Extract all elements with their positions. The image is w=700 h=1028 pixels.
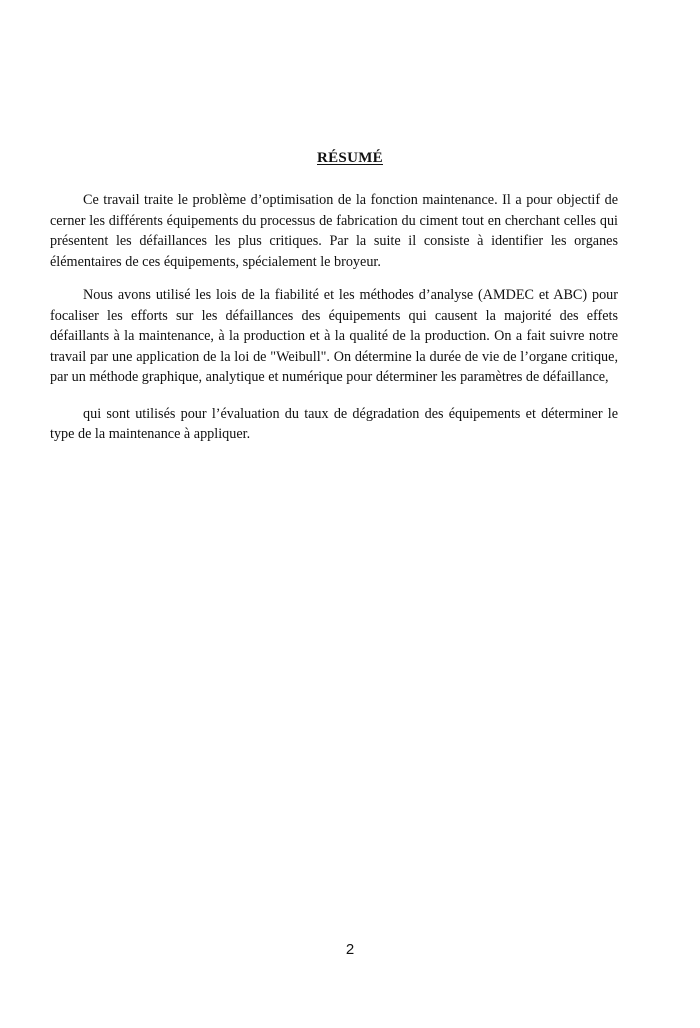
page-number: 2 [345,941,355,958]
paragraph-3: qui sont utilisés pour l’évaluation du taux de dégradation des équipements et déterminer le type de la maintenance à appliquer. [50,405,618,442]
abstract-body [50,190,618,445]
page-title: RÉSUMÉ [317,150,383,166]
paragraph-1: Ce travail traite le problème d’optimisation de la fonction maintenance. Il a pour objectif de cerner les différents équipements du processus de fabrication du ciment tout en cherchant celles qui présentent les défaillances les plus critiques. Par la suite il consiste à identifier les organes élémentaires de ces équipements, spécialement le broyeur. [50,192,618,270]
paragraph-2: Nous avons utilisé les lois de la fiabilité et les méthodes d’analyse (AMDEC et ABC) pour focaliser les efforts sur les défaillances des équipements qui causent la majorité des effets défaillants à la maintenance, à la production et à la qualité de la production. On a fait suivre notre travail par une application de la loi de "Weibull". On détermine la durée de vie de l’organe critique, par un méthode graphique, analytique et numérique pour déterminer les paramètres de défaillance, [50,287,618,385]
